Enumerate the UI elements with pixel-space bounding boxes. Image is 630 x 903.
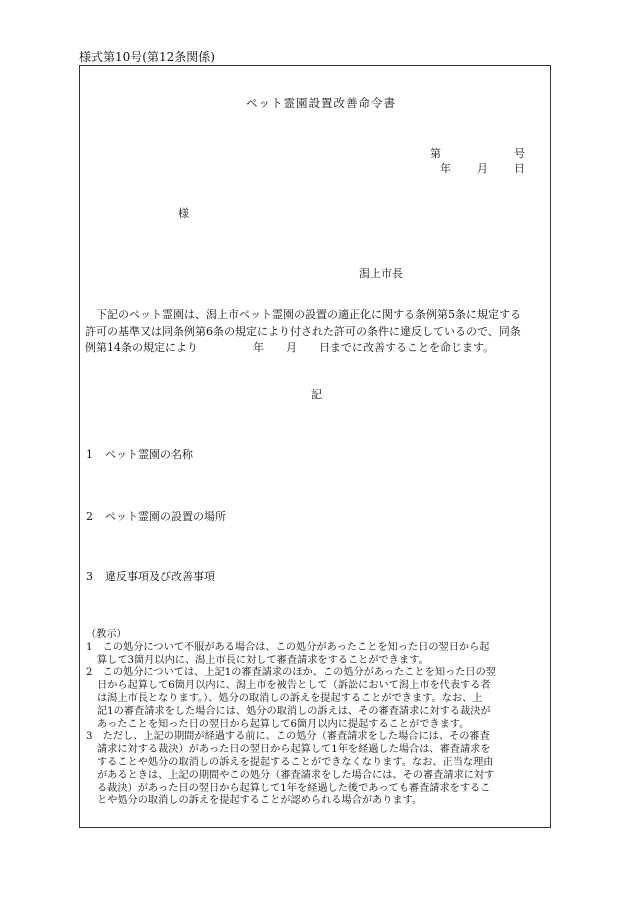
item-label: ペット霊園の名称 <box>105 448 193 461</box>
item-label: ペット霊園の設置の場所 <box>105 510 226 523</box>
appeal-notice <box>86 629 546 808</box>
item-label: 違反事項及び改善事項 <box>105 570 215 583</box>
ki-heading: 記 <box>311 388 322 401</box>
notice-line: は潟上市長となります。）、処分の取消しの訴えを提起することができます。なお、上 <box>97 692 483 704</box>
body-line: 許可の基準又は同条例第6条の規定により付された許可の条件に違反しているので、同条 <box>85 324 521 338</box>
date-year: 年 <box>440 162 451 175</box>
form-number-label: 様式第10号(第12条関係) <box>79 50 215 64</box>
body-line: 下記のペット霊園は、潟上市ペット霊園の設置の適正化に関する条例第5条に規定する <box>96 308 521 321</box>
notice-line: 3 ただし、上記の期間が経過する前に、この処分（審査請求をした場合には、その審査 <box>86 731 490 743</box>
recipient-salutation: 様 <box>178 207 189 220</box>
notice-line: る裁決）があった日の翌日から起算して1年を経過した後であっても審査請求をするこ <box>97 782 491 794</box>
notice-line: あったことを知った日の翌日から起算して6箇月以内に提起することができます。 <box>97 718 470 730</box>
document-title: ペット霊園設置改善命令書 <box>246 96 396 110</box>
notice-line: 日から起算して6箇月以内に、潟上市を被告として（訴訟において潟上市を代表する者 <box>97 680 491 692</box>
notice-lines <box>86 642 546 808</box>
number-prefix: 第 <box>430 147 441 160</box>
notice-line: があるときは、上記の期間やこの処分（審査請求をした場合には、その審査請求に対す <box>97 769 495 781</box>
item-location <box>86 508 226 524</box>
notice-line: 2 この処分については、上記1の審査請求のほか、この処分があったことを知った日の翌 <box>86 667 496 679</box>
item-number: 3 <box>86 570 93 583</box>
date-day: 日 <box>514 162 525 175</box>
number-suffix: 号 <box>514 147 525 160</box>
notice-line: 1 この処分について不服がある場合は、この処分があったことを知った日の翌日から起 <box>86 641 490 653</box>
date-month: 月 <box>477 162 488 175</box>
notice-line: とや処分の取消しの訴えを提起することが認められる場合があります。 <box>97 795 423 807</box>
notice-heading: （教示） <box>86 629 127 640</box>
item-number: 2 <box>86 510 93 523</box>
notice-line: 算して3箇月以内に、潟上市長に対して審査請求をすることができます。 <box>97 654 429 666</box>
issuer-name: 潟上市長 <box>359 267 403 280</box>
item-violations <box>86 568 215 584</box>
notice-line: 請求に対する裁決）があった日の翌日から起算して1年を経過した場合は、審査請求を <box>97 744 491 756</box>
item-number: 1 <box>86 448 93 461</box>
notice-line: することや処分の取消しの訴えを提起することができなくなります。なお、正当な理由 <box>97 756 494 768</box>
item-name <box>86 446 193 462</box>
body-line: 例第14条の規定により 年 月 日までに改善することを命じます。 <box>85 341 495 354</box>
order-body <box>85 307 547 357</box>
notice-line: 記1の審査請求をした場合には、処分の取消しの訴えは、その審査請求に対する裁決が <box>97 705 491 717</box>
